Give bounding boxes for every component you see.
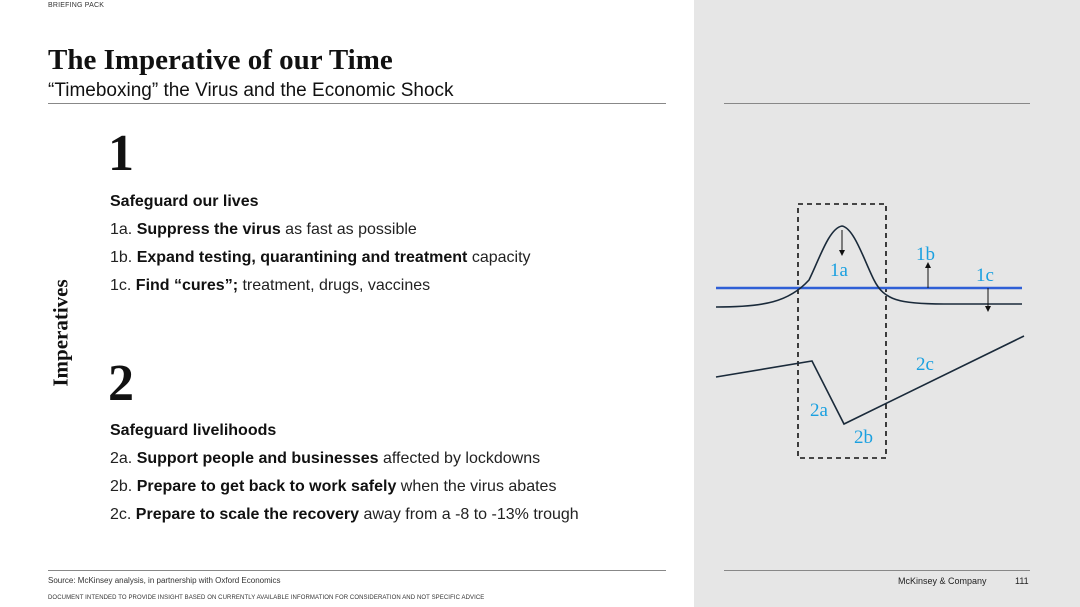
header-divider: [48, 103, 666, 104]
page-subtitle: “Timeboxing” the Virus and the Economic Shock: [48, 80, 454, 101]
label-1a: 1a: [830, 260, 848, 281]
pack-label: BRIEFING PACK: [48, 2, 105, 9]
item-2c: 2c. Prepare to scale the recovery away from a -8 to -13% trough: [110, 506, 579, 523]
label-1b: 1b: [916, 244, 935, 265]
company-name: McKinsey & Company: [898, 576, 987, 586]
page-number: 111: [1015, 576, 1029, 586]
arrow-1c: [985, 288, 991, 312]
arrow-1a: [839, 230, 845, 256]
label-2b: 2b: [854, 427, 873, 448]
footer-divider: [48, 570, 666, 571]
item-2a: 2a. Support people and businesses affected by lockdowns: [110, 450, 541, 467]
section-1-number: 1: [108, 125, 134, 182]
disclaimer: DOCUMENT INTENDED TO PROVIDE INSIGHT BASED ON CURRENTLY AVAILABLE INFORMATION FOR CONSIDERATION AND NOT SPECIFIC ADVICE: [48, 595, 485, 601]
label-2a: 2a: [810, 400, 828, 421]
item-1a: 1a. Suppress the virus as fast as possible: [110, 221, 417, 238]
item-1b: 1b. Expand testing, quarantining and treatment capacity: [110, 249, 531, 266]
side-label-text: Imperatives: [48, 279, 73, 387]
timebox-diagram: [694, 180, 1080, 480]
label-1c: 1c: [976, 265, 994, 286]
section-2-heading: Safeguard livelihoods: [110, 422, 277, 439]
section-1-heading: Safeguard our lives: [110, 193, 259, 210]
item-1c: 1c. Find “cures”; treatment, drugs, vaccines: [110, 277, 431, 294]
arrow-1b: [925, 262, 931, 288]
economy-curve: [716, 336, 1024, 424]
item-2b: 2b. Prepare to get back to work safely when the virus abates: [110, 478, 557, 495]
footer-divider-right: [724, 570, 1030, 571]
header-divider-right: [724, 103, 1030, 104]
source-note: Source: McKinsey analysis, in partnership with Oxford Economics: [48, 576, 281, 585]
page-title: The Imperative of our Time: [48, 44, 393, 76]
label-2c: 2c: [916, 354, 934, 375]
side-label: [46, 262, 76, 404]
section-2-number: 2: [108, 355, 134, 412]
